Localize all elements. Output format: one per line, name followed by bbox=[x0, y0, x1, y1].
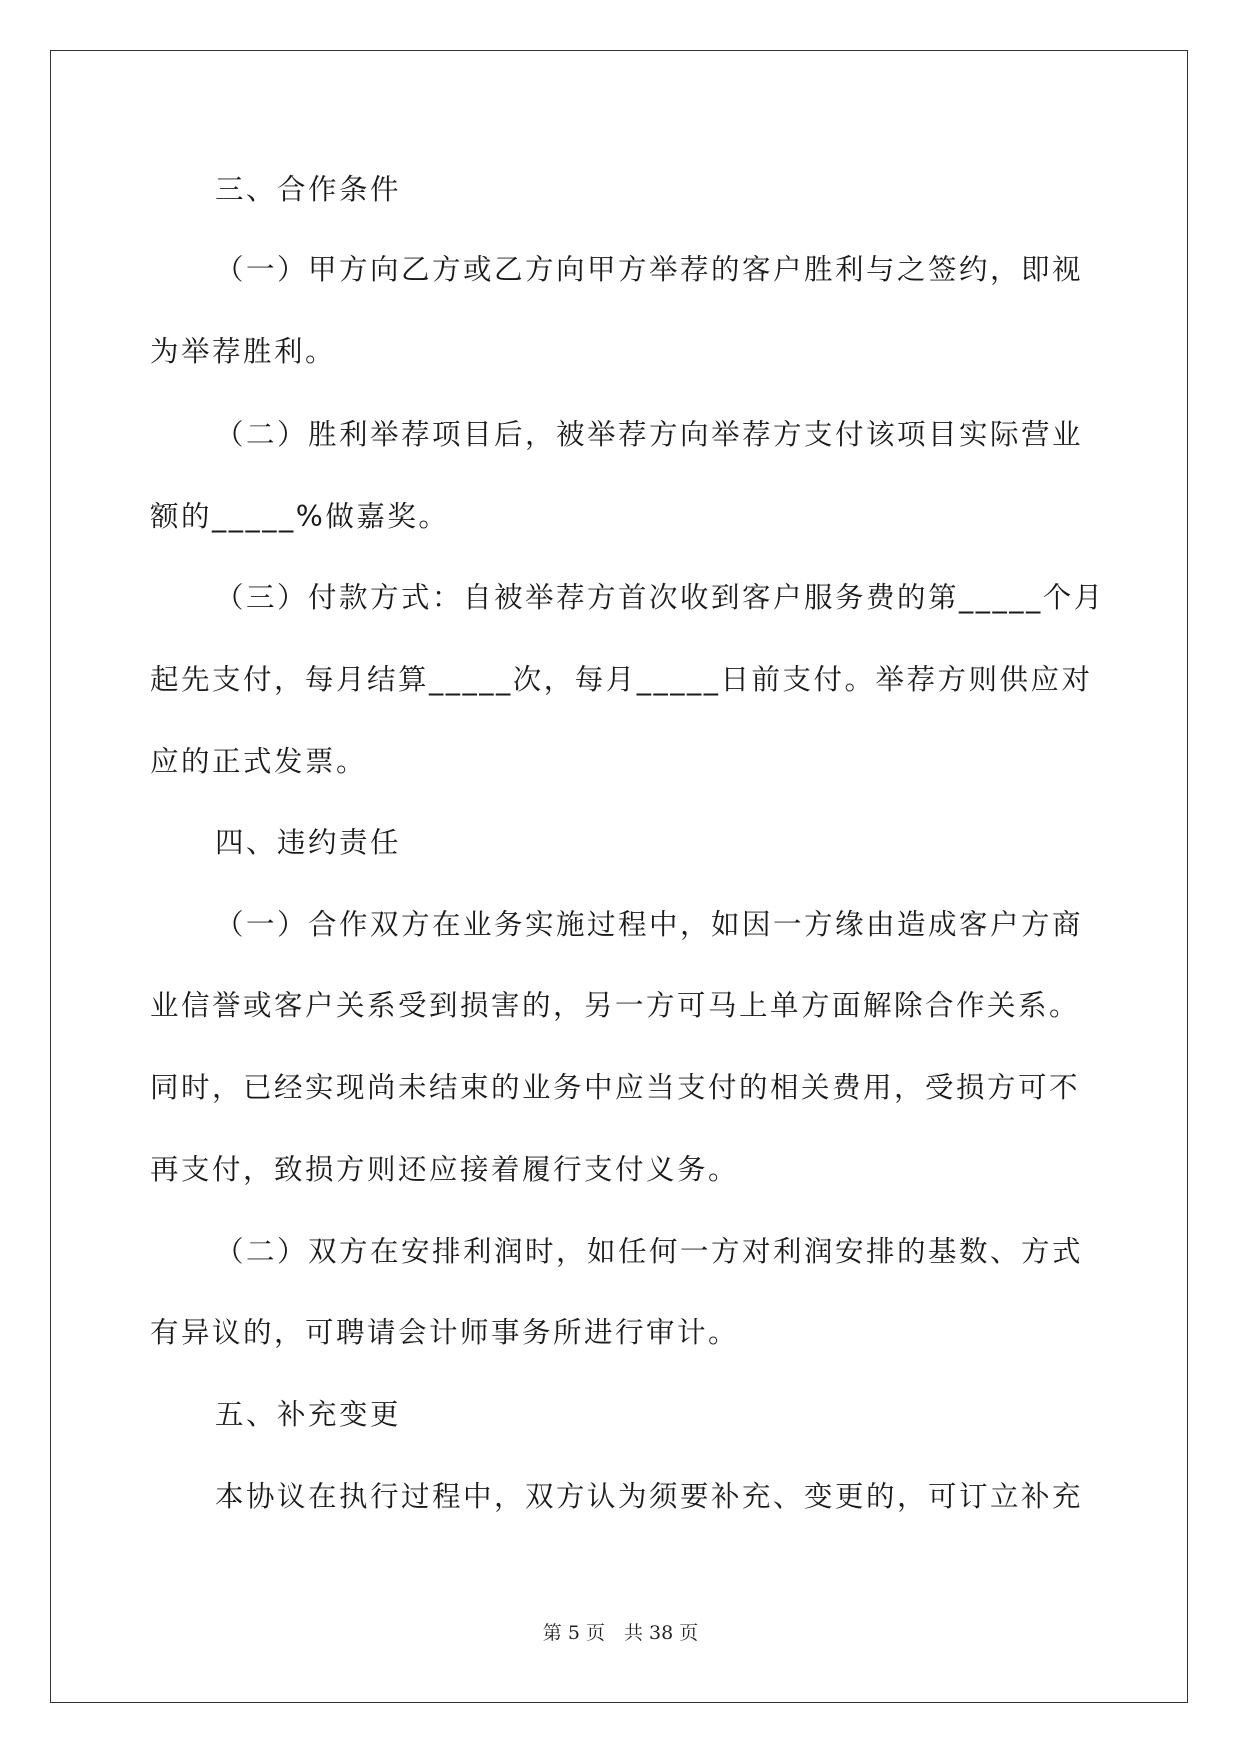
paragraph-line: 起先支付，每月结算_____次，每月_____日前支付。举荐方则供应对 bbox=[150, 663, 1093, 696]
paragraph-line: 为举荐胜利。 bbox=[150, 335, 337, 368]
paragraph-line: 同时，已经实现尚未结束的业务中应当支付的相关费用，受损方可不 bbox=[150, 1071, 1081, 1104]
section-heading-breach-liability: 四、违约责任 bbox=[215, 826, 402, 859]
paragraph-line: 本协议在执行过程中，双方认为须要补充、变更的，可订立补充 bbox=[215, 1480, 1084, 1513]
paragraph-line: 额的_____%做嘉奖。 bbox=[150, 500, 450, 533]
paragraph-line: 再支付，致损方则还应接着履行支付义务。 bbox=[150, 1153, 740, 1186]
paragraph-line: 有异议的，可聘请会计师事务所进行审计。 bbox=[150, 1316, 740, 1349]
page-number-footer: 第 5 页 共 38 页 bbox=[542, 1622, 699, 1644]
paragraph-line: （三）付款方式：自被举荐方首次收到客户服务费的第_____个月 bbox=[215, 581, 1105, 614]
paragraph-line: （一）甲方向乙方或乙方向甲方举荐的客户胜利与之签约，即视 bbox=[215, 253, 1084, 286]
paragraph-line: （二）双方在安排利润时，如任何一方对利润安排的基数、方式 bbox=[215, 1235, 1084, 1268]
paragraph-line: 业信誉或客户关系受到损害的，另一方可马上单方面解除合作关系。 bbox=[150, 989, 1081, 1022]
paragraph-line: （一）合作双方在业务实施过程中，如因一方缘由造成客户方商 bbox=[215, 908, 1084, 941]
section-heading-cooperation-conditions: 三、合作条件 bbox=[215, 173, 402, 206]
paragraph-line: （二）胜利举荐项目后，被举荐方向举荐方支付该项目实际营业 bbox=[215, 418, 1084, 451]
page-border bbox=[50, 50, 1188, 1703]
paragraph-line: 应的正式发票。 bbox=[150, 745, 368, 778]
section-heading-supplement-changes: 五、补充变更 bbox=[215, 1398, 402, 1431]
